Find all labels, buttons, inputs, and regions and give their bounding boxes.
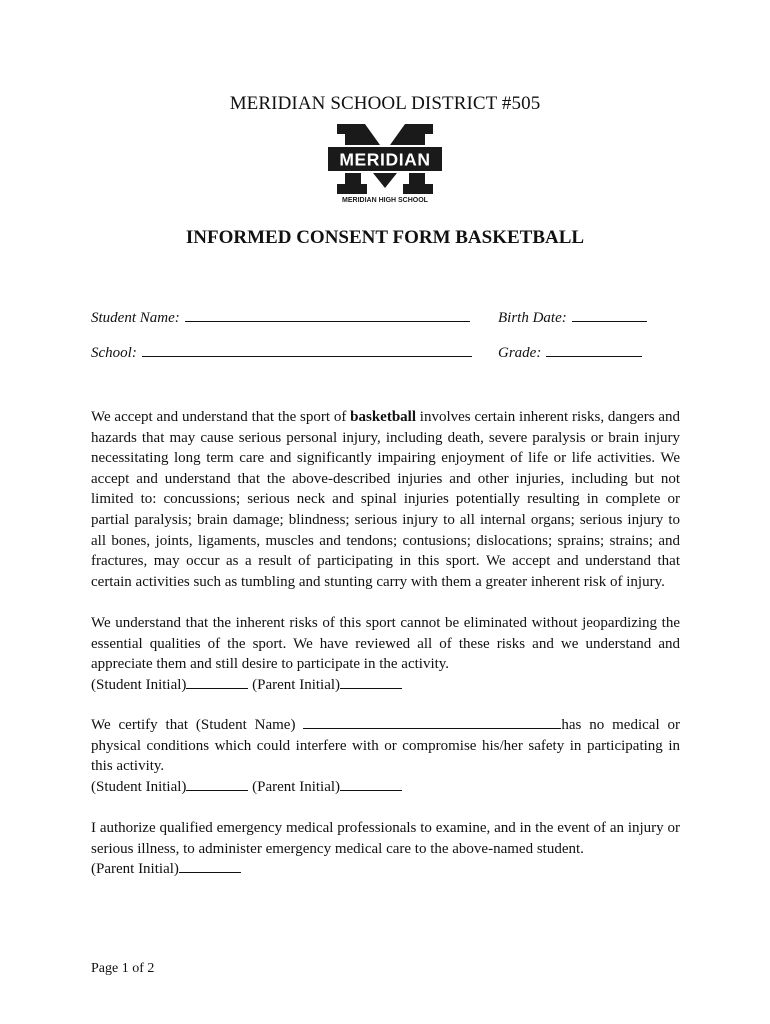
district-heading: MERIDIAN SCHOOL DISTRICT #505	[229, 93, 541, 114]
initials-row-1	[91, 675, 680, 696]
logo-word: MERIDIAN	[339, 149, 431, 170]
student-initial-line-2[interactable]	[186, 777, 248, 791]
risk-text-pre: We accept and understand that the sport of	[91, 409, 351, 425]
birth-date-label: Birth Date:	[498, 310, 567, 326]
parent-initial-line-3[interactable]	[179, 859, 241, 873]
acknowledgement-paragraph	[91, 613, 680, 695]
school-field[interactable]	[91, 343, 472, 362]
acknowledgement-text: We understand that the inherent risks of this sport cannot be eliminated without jeopardizing the essential qualities of the sport. We have reviewed all of these risks and we understand and appreciate them and still desire to participate in the activity.	[91, 615, 680, 673]
birth-date-field[interactable]	[498, 308, 647, 327]
meridian-logo	[325, 122, 445, 204]
grade-label: Grade:	[498, 345, 542, 361]
medical-authorization-paragraph	[91, 818, 680, 880]
certification-paragraph	[91, 715, 680, 797]
school-line[interactable]	[142, 343, 472, 357]
page-number: Page 1 of 2	[91, 961, 155, 976]
risk-text-post: involves certain inherent risks, dangers and hazards that may cause serious personal injury, including death, severe paralysis or brain injury necessitating long term care and significantly impairing enjoyment of life or life activities. We accept and understand that the above-described injuries and other injuries, including but not limited to: concussions; serious neck and spinal injuries potentially resulting in complete or partial paralysis; brain damage; blindness; serious injury to all internal organs; serious injury to all bones, joints, ligaments, muscles and tendons; contusions; dislocations; sprains; strains; and fractures, may occur as a result of participating in this sport. We accept and understand that certain activities such as tumbling and stunting carry with them a greater inherent risk of injury.	[91, 409, 680, 590]
initials-row-3	[91, 859, 680, 880]
certify-text-post: has no medical or physical conditions which could interfere with or compromise his/her safety in participating in this activity.	[91, 717, 681, 775]
school-label: School:	[91, 345, 137, 361]
parent-initial-label: (Parent Initial)	[252, 676, 341, 693]
student-initial-line-1[interactable]	[186, 675, 248, 689]
student-name-label: Student Name:	[91, 310, 180, 326]
logo-caption: MERIDIAN HIGH SCHOOL	[342, 197, 428, 204]
student-initial-label: (Student Initial)	[91, 676, 187, 693]
sport-name: basketball	[350, 409, 416, 425]
parent-initial-label-2: (Parent Initial)	[252, 778, 341, 795]
parent-initial-line-1[interactable]	[340, 675, 402, 689]
grade-line[interactable]	[546, 343, 642, 357]
initials-row-2	[91, 777, 680, 798]
risk-paragraph	[91, 407, 680, 592]
grade-field[interactable]	[498, 343, 642, 362]
certify-student-name-line[interactable]	[303, 715, 561, 729]
parent-initial-label-3: (Parent Initial)	[91, 861, 179, 878]
form-title: INFORMED CONSENT FORM BASKETBALL	[185, 227, 585, 248]
student-initial-label-2: (Student Initial)	[91, 778, 187, 795]
certify-text-pre: We certify that (Student Name)	[91, 717, 304, 733]
student-name-line[interactable]	[185, 308, 470, 322]
parent-initial-line-2[interactable]	[340, 777, 402, 791]
student-name-field[interactable]	[91, 308, 470, 327]
birth-date-line[interactable]	[572, 308, 647, 322]
medical-authorization-text: I authorize qualified emergency medical professionals to examine, and in the event of an injury or serious illness, to administer emergency medical care to the above-named student.	[91, 820, 680, 857]
